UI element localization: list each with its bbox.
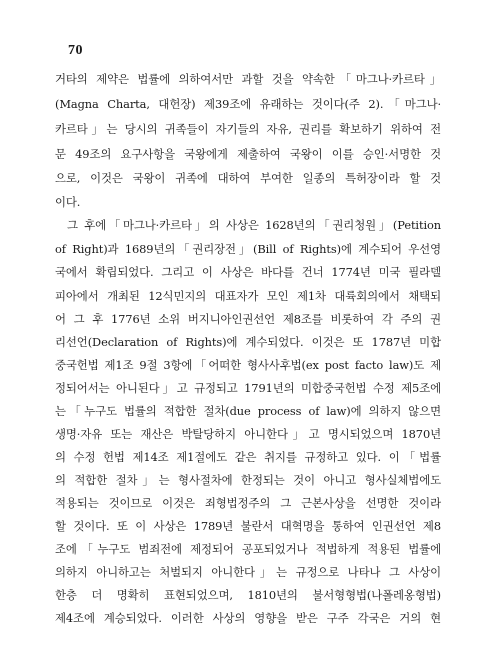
text-line: 카르타」는 당시의 귀족들이 자기들의 자유, 권리를 확보하기 위하여 전 [55,122,441,136]
text-line: 한층 더 명확히 표현되었으며, 1810년의 불서형형법(나폴레옹형법) [55,588,441,602]
text-line: 제4조에 계승되었다. 이러한 사상의 영향을 받은 구주 각국은 거의 현 [55,611,441,625]
text-line: 의 적합한 절차」는 형사절차에 한정되는 것이 아니고 형사실체법에도 [55,473,441,487]
text-line: 의하지 아니하고는 처벌되지 아니한다」는 규정으로 나타나 그 사상이 [55,565,441,579]
text-line: 정되어서는 아니된다」고 규정되고 1791년의 미합중국헌법 수정 제5조에 [55,381,441,395]
text-line: 그 후에「마그나·카르타」의 사상은 1628년의「권리청원」(Petition [67,218,441,232]
text-line: (Magna Charta, 대헌장) 제39조에 유래하는 것이다(주 2).「마그나· [55,97,441,111]
text-line: 는「누구도 법률의 적합한 절차(due process of law)에 의하지 않으면 [55,404,441,418]
text-line: 리선언(Declaration of Rights)에 계수되었다. 이것은 또 1787년 미합 [55,335,441,349]
text-line: 조에「누구도 범죄전에 제정되어 공포되었거나 적법하게 적용된 법률에 [55,542,441,556]
text-line: 문 49조의 요구사항을 국왕에게 제출하여 국왕이 이를 승인·서명한 것 [55,147,441,161]
text-line: 국에서 확립되었다. 그리고 이 사상은 바다를 건너 1774년 미국 필라델 [55,265,441,279]
text-line: 으로, 이것은 국왕이 귀족에 대하여 부여한 일종의 특허장이라 할 것 [55,171,441,185]
text-line: 피아에서 개최된 12식민지의 대표자가 모인 제1차 대륙회의에서 채택되 [55,289,441,303]
text-line: 적용되는 것이므로 이것은 죄형법정주의 그 근본사상을 선명한 것이라 [55,496,441,510]
page-number: 70 [68,43,83,58]
text-line: 생명·자유 또는 재산은 박탈당하지 아니한다」고 명시되었으며 1870년 [55,427,441,441]
text-line: 의 수정 헌법 제14조 제1절에도 같은 취지를 규정하고 있다. 이「법률 [55,450,441,464]
text-line: 할 것이다. 또 이 사상은 1789년 불란서 대혁명을 통하여 인권선언 제8 [55,519,441,533]
text-line: 중국헌법 제1조 9절 3항에「어떠한 형사사후법(ex post facto law)도 제 [55,358,441,372]
text-line: 이다. [55,195,81,209]
text-line: 거타의 제약은 법률에 의하여서만 과할 것을 약속한「마그나·카르타」 [55,72,441,86]
text-line: of Right)과 1689년의「권리장전」(Bill of Rights)에 계수되어 우선영 [55,242,441,256]
text-line: 어 그 후 1776년 소위 버지니아인권선언 제8조를 비롯하여 각 주의 권 [55,312,441,326]
